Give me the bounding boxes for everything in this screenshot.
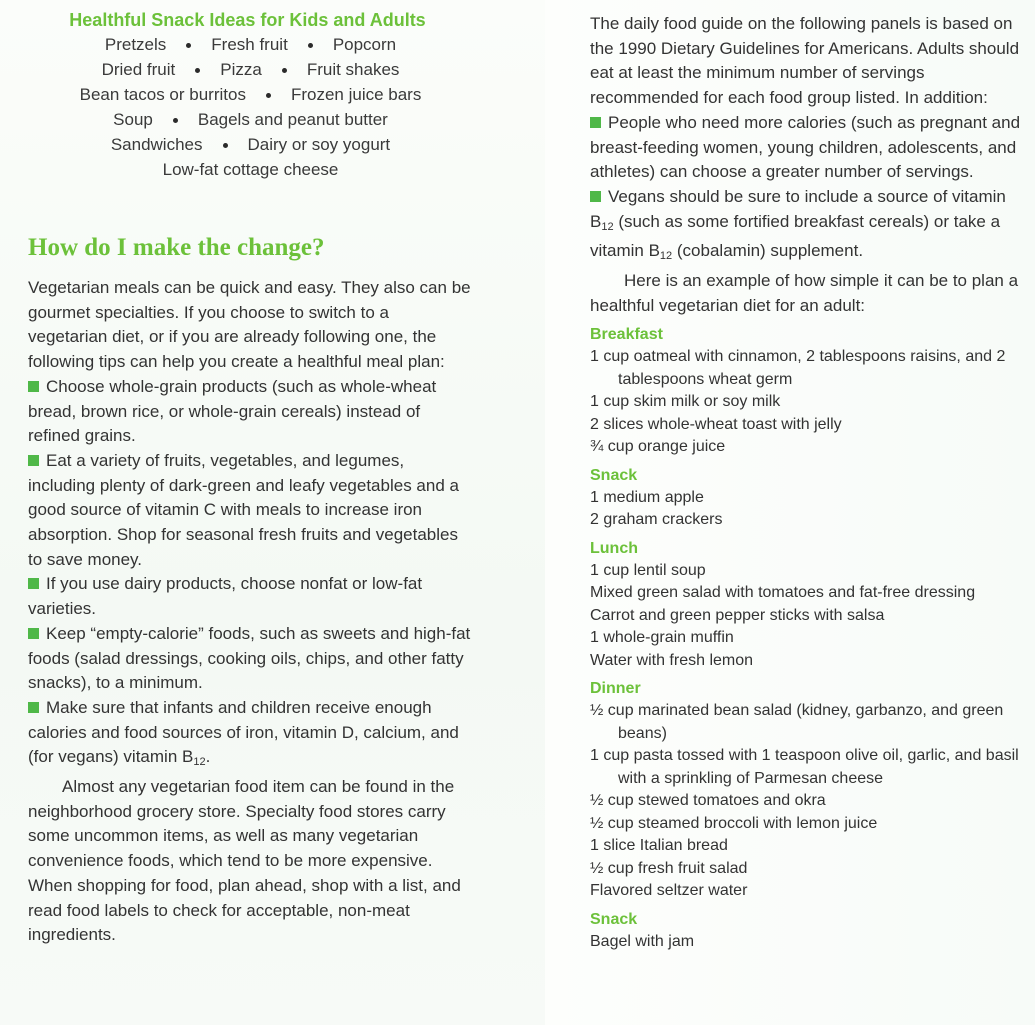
example-paragraph: Here is an example of how simple it can be to plan a healthful vegetarian diet for an adult: xyxy=(590,271,1019,315)
snack-ideas-list xyxy=(28,32,473,182)
green-square-bullet-icon xyxy=(28,628,39,639)
meal-item: ½ cup marinated bean salad (kidney, garbanzo, and green beans) xyxy=(590,702,1004,742)
meal-heading: Breakfast xyxy=(590,326,663,344)
meal-item: 1 whole-grain muffin xyxy=(590,629,734,647)
snack-item: Fruit shakes xyxy=(306,60,400,79)
meal-heading: Dinner xyxy=(590,680,641,698)
snack-item: Bean tacos or burritos xyxy=(79,85,246,104)
snack-item: Frozen juice bars xyxy=(290,85,422,104)
snack-item: Low-fat cottage cheese xyxy=(162,160,339,179)
snack-item: Soup xyxy=(113,110,153,129)
bullet-dot-icon xyxy=(186,43,191,48)
snack-row xyxy=(28,157,473,182)
meal-item: 1 slice Italian bread xyxy=(590,837,728,855)
meal-item: Carrot and green pepper sticks with salsa xyxy=(590,606,885,624)
green-square-bullet-icon xyxy=(28,702,39,713)
meal-item: 1 cup skim milk or soy milk xyxy=(590,393,781,411)
meal-item: 1 cup oatmeal with cinnamon, 2 tablespoons raisins, and 2 tablespoons wheat germ xyxy=(590,348,1006,388)
green-square-bullet-icon xyxy=(28,455,39,466)
snack-row xyxy=(28,32,473,57)
snack-item: Dairy or soy yogurt xyxy=(247,135,391,154)
snack-item: Popcorn xyxy=(332,35,397,54)
tip-item: Keep “empty-calorie” foods, such as sweets and high-fat foods (salad dressings, cooking oils, chips, and other fatty snacks), to a minimum. xyxy=(28,623,471,693)
snack-row xyxy=(28,82,473,107)
meal-item: Mixed green salad with tomatoes and fat-free dressing xyxy=(590,584,976,602)
bullet-dot-icon xyxy=(195,68,200,73)
guide-intro-paragraph: The daily food guide on the following panels is based on the 1990 Dietary Guidelines for Americans. Adults should eat at least the minimum number of servings recommended for each food group listed. In addition: xyxy=(590,14,1020,108)
intro-paragraph: Vegetarian meals can be quick and easy. They also can be gourmet specialties. If you choose to switch to a vegetarian diet, or if you are already following one, the following tips can help you create a healthful meal plan: xyxy=(28,278,471,372)
snack-row xyxy=(28,132,473,157)
snack-item: Fresh fruit xyxy=(211,35,288,54)
meal-item: 1 cup lentil soup xyxy=(590,561,706,579)
closing-paragraph: Almost any vegetarian food item can be found in the neighborhood grocery store. Specialty food stores carry some uncommon items, as well as many vegetarian convenience foods, which tend to be more expensive. When shopping for food, plan ahead, shop with a list, and read food labels to check for acceptable, non-meat ingredients. xyxy=(28,777,461,945)
snack-row xyxy=(28,57,473,82)
green-square-bullet-icon xyxy=(28,381,39,392)
snack-row xyxy=(28,107,473,132)
snack-item: Dried fruit xyxy=(101,60,176,79)
green-square-bullet-icon xyxy=(590,117,601,128)
bullet-dot-icon xyxy=(308,43,313,48)
meal-item: 2 slices whole-wheat toast with jelly xyxy=(590,415,842,433)
meal-item: Bagel with jam xyxy=(590,932,695,950)
snack-item: Bagels and peanut butter xyxy=(197,110,388,129)
snack-item: Pizza xyxy=(220,60,262,79)
meal-heading: Snack xyxy=(590,910,638,928)
right-column xyxy=(590,12,1030,953)
meal-item: 2 graham crackers xyxy=(590,511,723,529)
snack-item: Sandwiches xyxy=(110,135,203,154)
tip-item: If you use dairy products, choose nonfat or low-fat varieties. xyxy=(28,574,423,619)
tip-item: Choose whole-grain products (such as whole-wheat bread, brown rice, or whole-grain cereals) instead of refined grains. xyxy=(28,376,437,446)
meal-item: 1 cup pasta tossed with 1 teaspoon olive oil, garlic, and basil with a sprinkling of Parmesan cheese xyxy=(590,747,1019,787)
bullet-dot-icon xyxy=(282,68,287,73)
meal-heading: Lunch xyxy=(590,539,638,557)
tip-item: Eat a variety of fruits, vegetables, and legumes, including plenty of dark-green and leafy vegetables and a good source of vitamin C with meals to increase iron absorption. Shop for seasonal fresh fruits and vegetables to save money. xyxy=(28,450,459,569)
guide-bullet-item: People who need more calories (such as pregnant and breast-feeding women, young children, adolescents, and athletes) can choose a greater number of servings. xyxy=(590,112,1021,182)
meal-item: 1 medium apple xyxy=(590,488,704,506)
bullet-dot-icon xyxy=(173,118,178,123)
tip-item: Make sure that infants and children receive enough calories and food sources of iron, vitamin D, calcium, and (for vegans) vitamin $B_{12}$. xyxy=(28,697,459,769)
snack-ideas-title: Healthful Snack Ideas for Kids and Adults xyxy=(69,10,426,30)
meal-heading: Snack xyxy=(590,466,638,484)
meal-plan xyxy=(590,324,1030,953)
meal-item: Water with fresh lemon xyxy=(590,651,754,669)
left-column xyxy=(28,8,473,948)
guide-bullet-item: Vegans should be sure to include a source of vitamin $B_{12}$ (such as some fortified breakfast cereals) or take a vitamin $B_{12}$ (cobalamin) supplement. xyxy=(590,186,1006,263)
green-square-bullet-icon xyxy=(590,191,601,202)
snack-item: Pretzels xyxy=(104,35,167,54)
meal-item: ½ cup stewed tomatoes and okra xyxy=(590,792,826,810)
meal-item: ½ cup steamed broccoli with lemon juice xyxy=(590,814,878,832)
green-square-bullet-icon xyxy=(28,578,39,589)
bullet-dot-icon xyxy=(223,143,228,148)
meal-item: ½ cup fresh fruit salad xyxy=(590,859,748,877)
meal-item: ¾ cup orange juice xyxy=(590,438,726,456)
meal-item: Flavored seltzer water xyxy=(590,882,748,900)
section-heading: How do I make the change? xyxy=(28,234,325,261)
bullet-dot-icon xyxy=(266,93,271,98)
